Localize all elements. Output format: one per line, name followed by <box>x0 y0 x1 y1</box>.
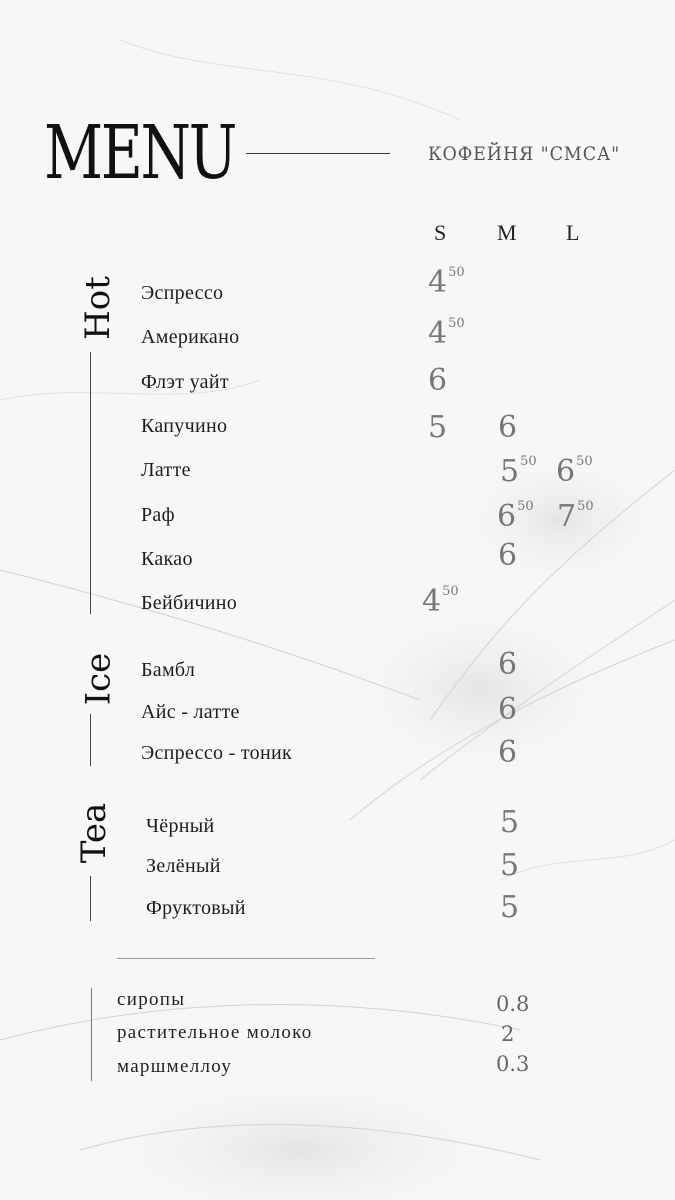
size-header-s: S <box>434 220 447 245</box>
menu-item-espresso-tonic: Эспрессо - тоник <box>141 742 292 764</box>
extra-syrups-price: 0.8 <box>496 992 530 1016</box>
extra-syrups: сиропы <box>117 989 186 1010</box>
price-latte-l: $6^{50}$ <box>556 454 593 489</box>
extra-plant-milk: растительное молоко <box>117 1022 313 1043</box>
menu-item-flat-white: Флэт уайт <box>141 371 229 393</box>
menu-item-cocoa: Какао <box>141 548 193 570</box>
section-divider <box>117 958 375 959</box>
price-espresso-tonic-m: 6 <box>498 735 518 770</box>
price-americano-s: $4^{50}$ <box>428 316 465 351</box>
price-cocoa-m: 6 <box>498 538 518 573</box>
menu-item-raf: Раф <box>141 504 175 526</box>
cafe-name: КОФЕЙНЯ "СМСА" <box>428 143 621 165</box>
menu-item-green-tea: Зелёный <box>146 855 221 877</box>
price-babyccino-s: $4^{50}$ <box>422 584 459 619</box>
price-fruit-tea-m: 5 <box>500 890 520 925</box>
category-ice-line <box>90 714 91 766</box>
extras-line <box>91 988 92 1081</box>
price-bumble-m: 6 <box>498 647 518 682</box>
price-cappuccino-m: 6 <box>498 410 518 445</box>
menu-item-fruit-tea: Фруктовый <box>146 897 246 919</box>
category-hot-label: Hot <box>77 276 118 340</box>
menu-item-babyccino: Бейбичино <box>141 592 238 614</box>
category-tea-line <box>90 876 91 921</box>
price-cappuccino-s: 5 <box>428 410 448 445</box>
title-rule <box>246 153 390 154</box>
menu-title: MENU <box>44 110 236 196</box>
price-flat-white-s: 6 <box>428 363 448 398</box>
price-ice-latte-m: 6 <box>498 692 518 727</box>
price-green-tea-m: 5 <box>500 848 520 883</box>
price-espresso-s: $4^{50}$ <box>428 265 465 300</box>
price-raf-m: $6^{50}$ <box>497 499 534 534</box>
category-hot-line <box>90 352 91 614</box>
menu-item-black-tea: Чёрный <box>146 815 215 837</box>
extra-marshmallow-price: 0.3 <box>496 1052 530 1076</box>
extra-marshmallow: маршмеллоу <box>117 1056 233 1077</box>
menu-item-espresso: Эспрессо <box>141 282 224 304</box>
menu-item-cappuccino: Капучино <box>141 415 228 437</box>
size-header-l: L <box>566 220 580 245</box>
menu-item-ice-latte: Айс - латте <box>141 701 240 723</box>
category-ice-label: Ice <box>78 652 119 706</box>
price-raf-l: $7^{50}$ <box>557 499 594 534</box>
extra-plant-milk-price: 2 <box>501 1022 515 1046</box>
menu-item-bumble: Бамбл <box>141 659 196 681</box>
category-tea-label: Tea <box>74 802 115 864</box>
price-latte-m: $5^{50}$ <box>500 454 537 489</box>
menu-item-americano: Американо <box>141 326 240 348</box>
price-black-tea-m: 5 <box>500 805 520 840</box>
menu-item-latte: Латте <box>141 459 191 481</box>
size-header-m: M <box>497 220 517 245</box>
